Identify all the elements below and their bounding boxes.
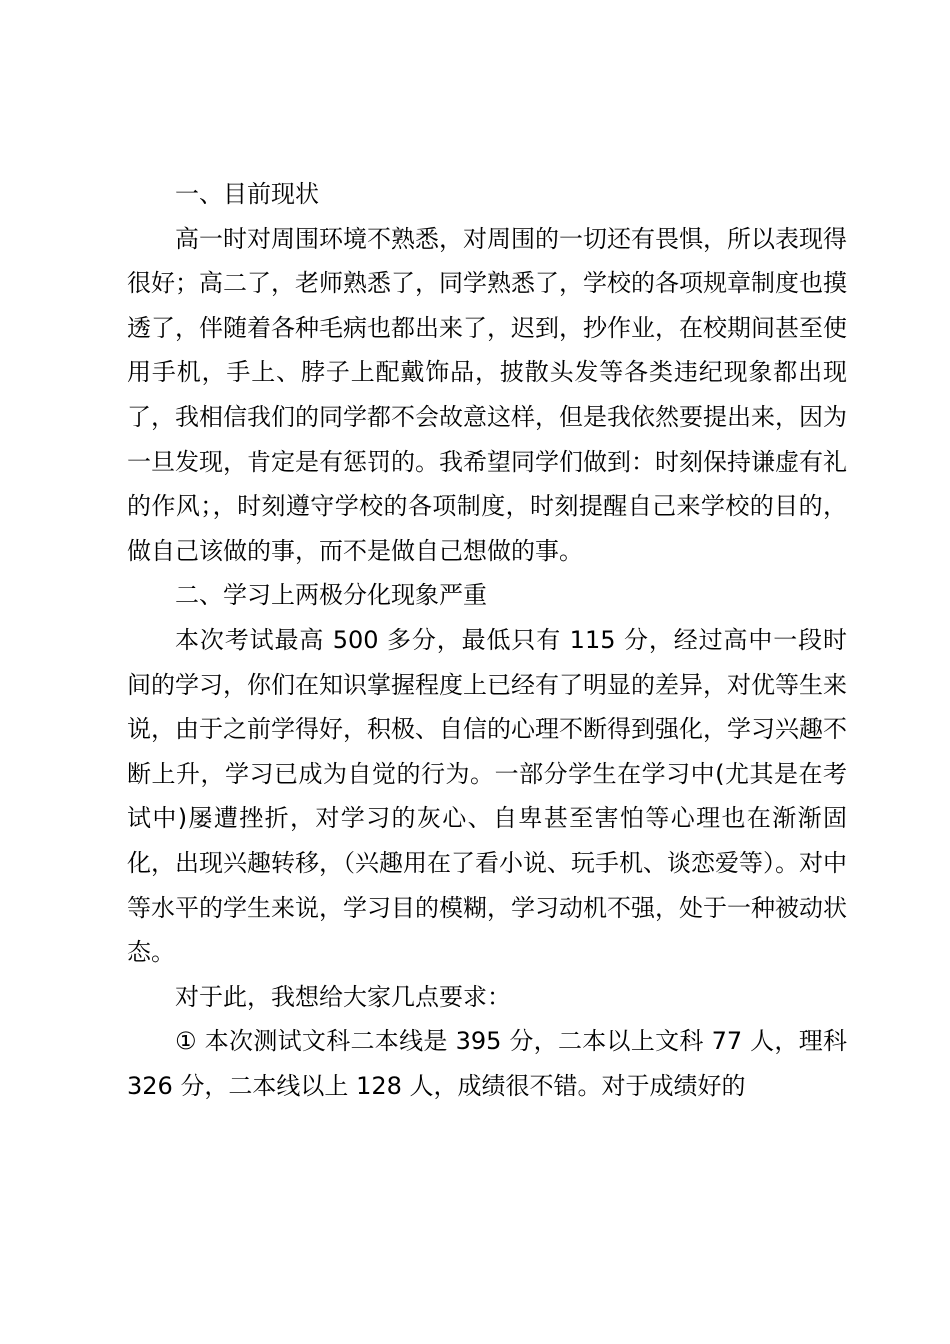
paragraph-current-status: 高一时对周围环境不熟悉，对周围的一切还有畏惧，所以表现得很好；高二了，老师熟悉了，同学熟悉了，学校的各项规章制度也摸透了，伴随着各种毛病也都出来了，迟到，抄作业，在校期间甚至使用手机，手上、脖子上配戴饰品，披散头发等各类违纪现象都出现了，我相信我们的同学都不会故意这样，但是我依然要提出来，因为一旦发现，肯定是有惩罚的。我希望同学们做到：时刻保持谦虚有礼的作风；，时刻遵守学校的各项制度，时刻提醒自己来学校的目的，做自己该做的事，而不是做自己想做的事。 bbox=[127, 224, 847, 565]
document-body bbox=[127, 172, 847, 1108]
heading-polarization: 二、学习上两极分化现象严重 bbox=[175, 581, 487, 610]
heading-current-status: 一、目前现状 bbox=[175, 180, 319, 208]
paragraph-requirements-intro: 对于此，我想给大家几点要求： bbox=[175, 982, 511, 1011]
paragraph-exam-results: 本次考试最高 500 多分，最低只有 115 分，经过高中一段时间的学习，你们在知识掌握程度上已经有了明显的差异，对优等生来说，由于之前学得好，积极、自信的心理不断得到强化，学习兴趣不断上升，学习已成为自觉的行为。一部分学生在学习中(尤其是在考试中)屡遭挫折，对学习的灰心、自卑甚至害怕等心理也在渐渐固化，出现兴趣转移，（兴趣用在了看小说、玩手机、谈恋爱等）。对中等水平的学生来说，学习目的模糊，学习动机不强，处于一种被动状态。 bbox=[127, 625, 847, 967]
paragraph-requirement-1: ① 本次测试文科二本线是 395 分，二本以上文科 77 人，理科 326 分，二本线以上 128 人，成绩很不错。对于成绩好的 bbox=[127, 1027, 847, 1100]
